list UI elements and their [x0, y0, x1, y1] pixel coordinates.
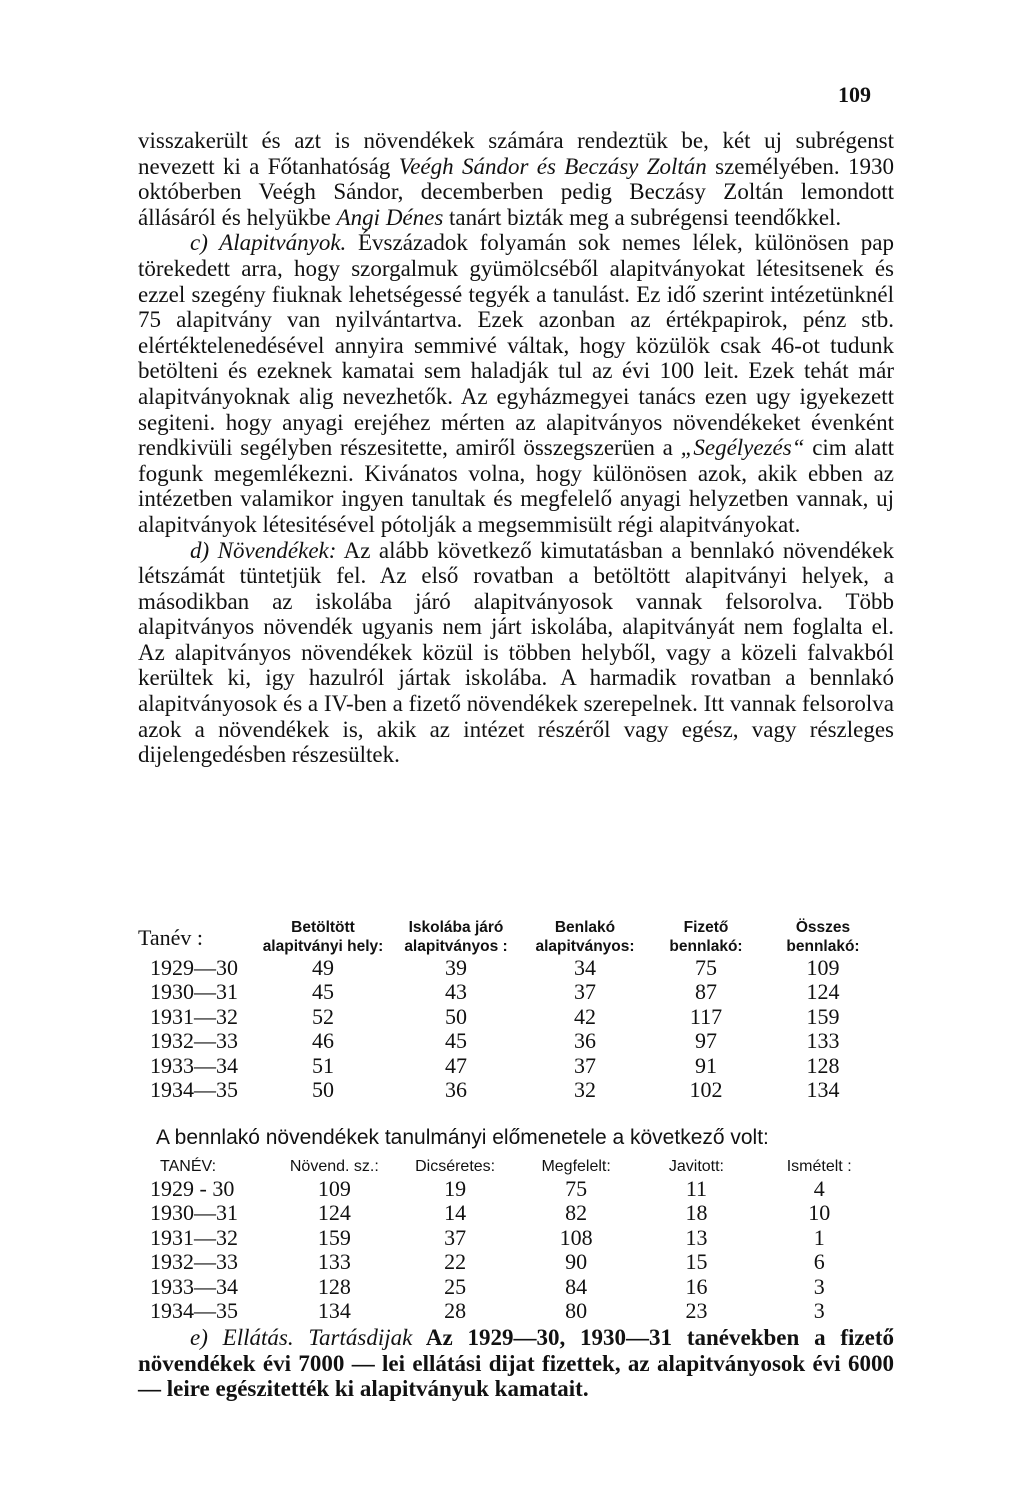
table-row — [138, 1054, 882, 1078]
italic-title: „Segélyezés“ — [680, 435, 805, 461]
column-header: Benlakó alapitványos: — [535, 919, 635, 955]
text-run: Az alább következő kimutatásban a bennlakó növendékek létszámát tüntetjük fel. Az első rovatban a betöltött alapitványi helyek, a másodikban az iskolába járó alapitványosok vannak felsorolva. Több alapitványos növendék ugyanis nem járt iskolába, alapitványát nem foglalta el. Az alapitványos növendékek közül is többen helyből, vagy a közeli falvakból kerültek ki, igy hazulról jártak iskolába. A harmadik rovatban a bennlakó alapitványosok és a IV-ben a fizető növendékek szerepelnek. Itt vannak felsorolva azok a növendékek is, akik az intézet részéről vagy egész, vagy részleges dijelengedésben részesültek. — [138, 537, 894, 768]
table-header-row — [138, 918, 882, 956]
value-cell: 25 — [444, 1273, 467, 1299]
value-cell: 23 — [685, 1298, 708, 1324]
value-cell: 4 — [813, 1176, 825, 1201]
value-cell: 43 — [445, 979, 467, 1005]
value-cell: 37 — [444, 1224, 467, 1250]
column-header: Javitott: — [668, 1158, 724, 1175]
value-cell: 50 — [445, 1003, 467, 1029]
text-run: visszakerült és azt is növendékek számára rendeztük be, két uj subrégenst nevezett ki a Főtanhatóság — [138, 128, 894, 179]
year-cell: 1934—35 — [150, 1077, 238, 1103]
value-cell: 108 — [559, 1224, 593, 1250]
value-cell: 34 — [574, 955, 596, 980]
value-cell: 15 — [685, 1249, 708, 1275]
column-header: Dicséretes: — [415, 1158, 496, 1175]
paragraph-alapitvanyok — [138, 230, 894, 537]
column-header: Ismételt : — [786, 1158, 852, 1175]
value-cell: 91 — [695, 1052, 717, 1078]
section-heading-e: e) Ellátás. Tartásdijak — [190, 1325, 413, 1350]
value-cell: 133 — [317, 1249, 351, 1275]
value-cell: 134 — [806, 1077, 840, 1103]
year-cell: 1932—33 — [150, 1028, 238, 1054]
value-cell: 39 — [445, 955, 467, 980]
value-cell: 37 — [574, 1052, 596, 1078]
value-cell: 128 — [317, 1273, 351, 1299]
table-row — [138, 1005, 882, 1029]
year-cell: 1933—34 — [150, 1273, 238, 1299]
section-heading-c: c) Alapitványok. — [190, 230, 347, 256]
value-cell: 159 — [806, 1003, 840, 1029]
value-cell: 80 — [565, 1298, 588, 1324]
value-cell: 11 — [685, 1176, 708, 1201]
table-row — [138, 1250, 882, 1274]
value-cell: 124 — [317, 1200, 351, 1226]
table-row — [138, 1078, 882, 1102]
value-cell: 3 — [813, 1273, 825, 1299]
value-cell: 18 — [685, 1200, 708, 1226]
paragraph-ellatas — [138, 1325, 894, 1402]
value-cell: 128 — [806, 1052, 840, 1078]
table-header-row — [138, 1157, 882, 1177]
value-cell: 32 — [574, 1077, 596, 1103]
table-row — [138, 1029, 882, 1053]
value-cell: 124 — [806, 979, 840, 1005]
paragraph-novendekek — [138, 538, 894, 768]
value-cell: 47 — [445, 1052, 467, 1078]
italic-name: Beczásy Zoltán — [564, 153, 707, 179]
table-row — [138, 1275, 882, 1299]
value-cell: 75 — [565, 1176, 588, 1201]
value-cell: 117 — [689, 1003, 723, 1029]
value-cell: 6 — [813, 1249, 825, 1275]
italic-name: Angi Dénes — [336, 204, 444, 230]
page-number: 109 — [838, 82, 871, 107]
value-cell: 1 — [813, 1224, 825, 1250]
column-header: Fizető bennlakó: — [669, 919, 743, 955]
table-row — [138, 1201, 882, 1225]
value-cell: 90 — [565, 1249, 588, 1275]
value-cell: 46 — [312, 1028, 334, 1054]
column-header: Összes bennlakó: — [786, 919, 860, 955]
value-cell: 159 — [317, 1224, 351, 1250]
column-header: Iskolába járó alapitványos : — [404, 919, 508, 955]
table-row — [138, 1226, 882, 1250]
table-row — [138, 1177, 882, 1201]
year-cell: 1930—31 — [150, 979, 238, 1005]
value-cell: 133 — [806, 1028, 840, 1054]
value-cell: 37 — [574, 979, 596, 1005]
table2-caption: A bennlakó növendékek tanulmányi előmenetele a következő volt: — [156, 1126, 769, 1149]
value-cell: 97 — [695, 1028, 717, 1054]
value-cell: 102 — [689, 1077, 723, 1103]
value-cell: 36 — [574, 1028, 596, 1054]
column-header: Növend. sz.: — [289, 1158, 379, 1175]
value-cell: 134 — [317, 1298, 351, 1324]
table-row — [138, 1299, 882, 1323]
table-row — [138, 980, 882, 1004]
year-cell: 1929—30 — [150, 955, 238, 980]
value-cell: 109 — [317, 1176, 351, 1201]
year-cell: 1933—34 — [150, 1052, 238, 1078]
progress-table — [138, 1157, 882, 1323]
value-cell: 52 — [312, 1003, 334, 1029]
value-cell: 50 — [312, 1077, 334, 1103]
section-heading-d: d) Növendékek: — [190, 537, 337, 563]
value-cell: 75 — [695, 955, 717, 980]
value-cell: 14 — [444, 1200, 467, 1226]
value-cell: 22 — [444, 1249, 467, 1275]
italic-conjunction: és — [528, 153, 565, 179]
value-cell: 13 — [685, 1224, 708, 1250]
value-cell: 42 — [574, 1003, 596, 1029]
value-cell: 16 — [685, 1273, 708, 1299]
body-text — [138, 128, 894, 768]
value-cell: 51 — [312, 1052, 334, 1078]
year-cell: 1930—31 — [150, 1200, 238, 1226]
value-cell: 84 — [565, 1273, 588, 1299]
year-cell: 1934—35 — [150, 1298, 238, 1324]
value-cell: 49 — [312, 955, 334, 980]
value-cell: 45 — [445, 1028, 467, 1054]
value-cell: 36 — [445, 1077, 467, 1103]
text-run: Az 1929—30, 1930—31 tanévekben a fizető növendékek évi 7000 — lei ellátási dijat fizettek, az alapitványosok évi 6000 — leire egészitették ki alapitványuk kamatait. — [138, 1325, 894, 1402]
column-header: Tanév : — [138, 924, 204, 950]
value-cell: 45 — [312, 979, 334, 1005]
year-cell: 1929 - 30 — [150, 1176, 235, 1201]
text-run: személyében. 1930 októberben Veégh Sándor, decemberben pedig Beczásy Zoltán lemondott állásáról és helyükbe — [138, 153, 894, 230]
value-cell: 10 — [808, 1200, 831, 1226]
year-cell: 1932—33 — [150, 1249, 238, 1275]
value-cell: 87 — [695, 979, 717, 1005]
value-cell: 28 — [444, 1298, 467, 1324]
paragraph-subregens — [138, 128, 894, 230]
year-cell: 1931—32 — [150, 1003, 238, 1029]
text-run: cim alatt fogunk megemlékezni. Kivánatos volna, hogy különösen azok, akik ebben az intézetben valamikor ingyen tanultak és megfelelő anyagi helyzetben vannak, uj alapitványok létesitésével pótolják a megsemmisült régi alapitványokat. — [138, 435, 895, 537]
value-cell: 3 — [813, 1298, 825, 1324]
column-header: Betöltött alapitványi hely: — [262, 919, 384, 955]
closing-text — [138, 1325, 894, 1402]
column-header: TANÉV: — [160, 1158, 217, 1175]
value-cell: 19 — [444, 1176, 467, 1201]
table-row — [138, 956, 882, 980]
value-cell: 82 — [565, 1200, 588, 1226]
value-cell: 109 — [806, 955, 840, 980]
column-header: Megfelelt: — [541, 1158, 611, 1175]
enrollment-table — [138, 918, 882, 1102]
year-cell: 1931—32 — [150, 1224, 238, 1250]
italic-name: Veégh Sándor — [398, 153, 529, 179]
text-run: Évszázadok folyamán sok nemes lélek, különösen pap törekedett arra, hogy szorgalmuk gyümölcséből alapitványokat létesitsenek és ezzel szegény fiuknak lehetségessé tegyék a tanulást. Ez idő szerint intézetünknél 75 alapitvány van nyilvántartva. Ezek azonban az értékpapirok, pénz stb. elértéktelenedésével annyira semmivé váltak, hogy közülök csak 46-ot tudunk betölteni és ezeknek kamatai sem haladják tul az évi 100 leit. Ezek tehát már alapitványoknak alig nevezhetők. Az egyházmegyei tanács ezen ugy igyekezett segiteni. hogy anyagi erejéhez mérten az alapitványos növendékeket évenként rendkivüli segélyben részesitette, amiről összegszerüen a — [138, 230, 894, 461]
text-run: tanárt bizták meg a subrégensi teendőkkel. — [443, 204, 842, 230]
